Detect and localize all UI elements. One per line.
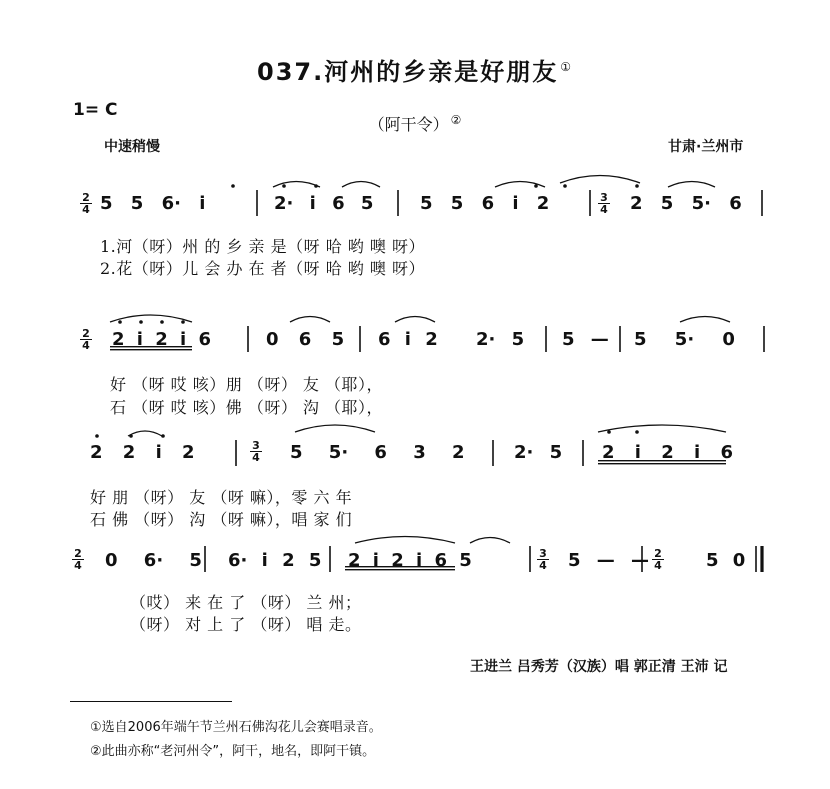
measure: 2 i 2 i 6: [602, 442, 733, 463]
measure: 5 5 6 i 2: [420, 193, 550, 214]
time-signature: 2 4: [72, 548, 84, 571]
tempo-marking: 中速稍慢: [104, 139, 160, 155]
measure: 5 5· 6 3 2: [290, 442, 465, 463]
lyric-line: （呀） 对 上 了 （呀） 唱 走。: [130, 615, 362, 634]
footnote: ②此曲亦称“老河州令”，阿干，地名，即阿干镇。: [90, 744, 376, 759]
lyric-line: 好 朋 （呀） 友 （呀 嘛），零 六 年: [90, 488, 353, 507]
time-signature: 3 4: [598, 192, 610, 215]
title-text: 037.河州的乡亲是好朋友: [257, 58, 559, 86]
time-signature: 2 4: [652, 548, 664, 571]
measure: 5 —: [562, 329, 609, 350]
lyric-line: （哎） 来 在 了 （呀） 兰 州；: [130, 593, 362, 612]
lyric-line: 2.花（呀）儿 会 办 在 者（呀 哈 哟 噢 呀）: [100, 259, 425, 278]
time-signature: 3 4: [537, 548, 549, 571]
measure: 2 i 2 i 6: [112, 329, 211, 350]
measure: 2 i 2 i 6 5: [348, 550, 472, 571]
lyric-line: 石 （呀 哎 咳）佛 （呀） 沟 （耶），: [110, 398, 384, 417]
performer-credits: 王进兰 吕秀芳（汉族）唱 郭正清 王沛 记: [470, 659, 728, 675]
time-signature: 2 4: [80, 192, 92, 215]
title-footnote-mark: ①: [560, 60, 573, 74]
footnote: ①选自2006年端午节兰州石佛沟花儿会赛唱录音。: [90, 720, 382, 735]
measure: 5 5 6· i: [100, 193, 206, 214]
lyric-line: 好 （呀 哎 咳）朋 （呀） 友 （耶），: [110, 375, 384, 394]
measure: 5 5· 0: [634, 329, 735, 350]
measure: 2 2 i 2: [90, 442, 195, 463]
footnote-divider: [70, 701, 232, 702]
key-signature: 1= C: [73, 100, 118, 120]
measure: 2 5 5· 6: [630, 193, 742, 214]
measure: 0 6· 5: [105, 550, 202, 571]
measure: 6 i 2: [378, 329, 438, 350]
measure: 5 — —: [568, 550, 650, 571]
time-signature: 2 4: [80, 328, 92, 351]
lyric-line: 1.河（呀）州 的 乡 亲 是（呀 哈 哟 噢 呀）: [100, 237, 425, 256]
measure: 0 6 5: [266, 329, 345, 350]
measure: 2· 5: [514, 442, 563, 463]
region-label: 甘肃·兰州市: [668, 139, 744, 155]
subtitle-footnote-mark: ②: [450, 112, 462, 127]
time-signature: 3 4: [250, 440, 262, 463]
measure: 6· i 2 5: [228, 550, 322, 571]
measure: 2· i 6 5: [274, 193, 374, 214]
measure: 5 0: [706, 550, 746, 571]
lyric-line: 石 佛 （呀） 沟 （呀 嘛），唱 家 们: [90, 510, 353, 529]
measure: 2· 5: [476, 329, 525, 350]
subtitle-text: （阿干令）: [368, 115, 449, 134]
